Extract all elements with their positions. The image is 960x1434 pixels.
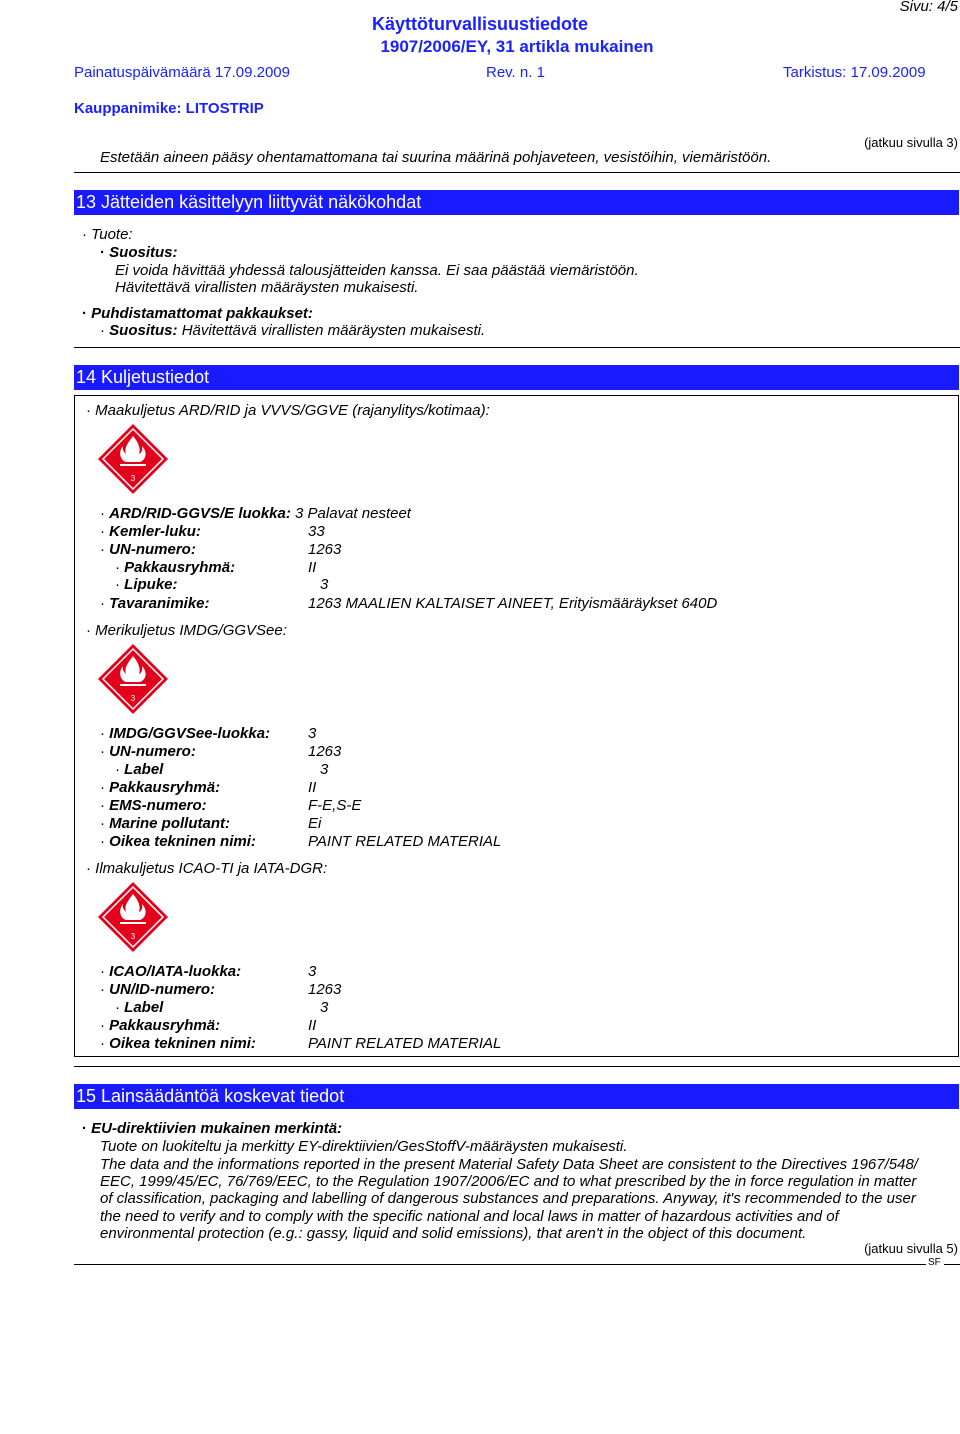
sea-name-label: Oikea tekninen nimi: [109,833,256,850]
land-pg-label: Pakkausryhmä: [124,559,236,576]
footer-language: SF [928,1257,941,1268]
air-label-value: 3 [320,999,329,1016]
air-pg-label: Pakkausryhmä: [109,1017,221,1034]
kemler-line: · Kemler-luku: [100,523,201,540]
land-un-line: · UN-numero: [100,541,196,558]
product-text-2: Hävitettävä virallisten määräysten mukaisesti. [115,279,419,296]
air-un-value: 1263 [308,981,342,998]
land-heading-line: · Maakuljetus ARD/RID ja VVVS/GGVE (rajanylitys/kotimaa): [86,402,490,419]
marine-pollutant-label: Marine pollutant: [109,815,230,832]
hazard-class-number: 3 [130,932,136,941]
product-label: Tuote: [91,226,133,243]
sea-name-value: PAINT RELATED MATERIAL [308,833,502,850]
kemler-label: Kemler-luku: [109,523,201,540]
air-name-value: PAINT RELATED MATERIAL [308,1035,502,1052]
land-name-label: Tavaranimike: [109,595,210,612]
section-14-title: 14 Kuljetustiedot [74,365,959,390]
sea-un-value: 1263 [308,743,342,760]
print-date: Painatuspäivämäärä 17.09.2009 [74,64,290,81]
sea-class-line: · IMDG/GGVSee-luokka: [100,725,271,742]
sea-label-label: Label [124,761,164,778]
paragraph-line: of classification, packaging and labelling of dangerous substances and preparations. Anyway, it's recommended to the user [100,1190,916,1207]
land-class-value: 3 Palavat nesteet [295,505,411,522]
land-name-value: 1263 MAALIEN KALTAISET AINEET, Erityismääräykset 640D [308,595,718,612]
section-15-title: 15 Lainsäädäntöä koskevat tiedot [74,1084,959,1109]
flammable-hazard-icon [96,642,170,716]
marine-pollutant-line: · Marine pollutant: [100,815,230,832]
air-name-label: Oikea tekninen nimi: [109,1035,256,1052]
recommendation-label: Suositus: [109,244,178,261]
packaging-rec-line: · Suositus: Hävitettävä virallisten määräysten mukaisesti. [100,322,486,339]
air-heading-line: · Ilmakuljetus ICAO-TI ja IATA-DGR: [86,860,328,877]
ems-value: F-E,S-E [308,797,362,814]
land-pg-value: II [308,559,317,576]
carry-over-text: Estetään aineen pääsy ohentamattomana tai suurina määrinä pohjaveteen, vesistöihin, viemäristöön. [100,149,772,166]
packaging-rec-text: Hävitettävä virallisten määräysten mukaisesti. [181,322,486,339]
land-un-label: UN-numero: [109,541,196,558]
check-date: Tarkistus: 17.09.2009 [783,64,926,81]
hazard-class-number: 3 [130,474,136,483]
marine-pollutant-value: Ei [308,815,322,832]
trade-name: Kauppanimike: LITOSTRIP [74,100,264,117]
land-heading: Maakuljetus ARD/RID ja VVVS/GGVE (rajanylitys/kotimaa): [95,402,490,419]
air-class-label: ICAO/IATA-luokka: [109,963,242,980]
packaging-line: · Puhdistamattomat pakkaukset: [82,305,313,322]
footer-rule-right [944,1264,960,1265]
eu-label-line: · EU-direktiivien mukainen merkintä: [82,1120,343,1137]
eu-label: EU-direktiivien mukainen merkintä: [91,1120,343,1137]
kemler-value: 33 [308,523,325,540]
sea-name-line: · Oikea tekninen nimi: [100,833,256,850]
air-pg-line: · Pakkausryhmä: [100,1017,221,1034]
product-label-line: · Tuote: [82,226,133,243]
flammable-hazard-icon [96,880,170,954]
paragraph-line: EEC, 1999/45/EC, 76/769/EEC, to the Regulation 1907/2006/EC and to what prescribed by the in force regulation in matter [100,1173,917,1190]
sea-pg-value: II [308,779,317,796]
divider [74,1066,960,1067]
sea-un-line: · UN-numero: [100,743,196,760]
air-un-line: · UN/ID-numero: [100,981,215,998]
land-class-label: ARD/RID-GGVS/E luokka: [109,505,291,522]
paragraph-line: environmental protection (e.g.: gassy, liquid and solid emissions), that aren't in the object of this document. [100,1225,807,1242]
flammable-hazard-icon [96,422,170,496]
air-label-line: · Label [115,999,164,1016]
section-13-title: 13 Jätteiden käsittelyyn liittyvät näkökohdat [74,190,959,215]
sea-un-label: UN-numero: [109,743,196,760]
paragraph-line: the need to verify and to comply with the specific national and local laws in matter of hazardous activities and of [100,1208,839,1225]
ems-line: · EMS-numero: [100,797,207,814]
packaging-rec-label: Suositus: [109,322,178,339]
divider [74,347,960,348]
recommendation-line: · Suositus: [100,244,178,261]
sea-heading: Merikuljetus IMDG/GGVSee: [95,622,287,639]
document-title: Käyttöturvallisuustiedote [371,14,589,34]
land-class-line: · ARD/RID-GGVS/E luokka: 3 Palavat nesteet [100,505,411,522]
page-number: Sivu: 4/5 [899,0,958,15]
eu-text: Tuote on luokiteltu ja merkitty EY-direktiivien/GesStoffV-määräysten mukaisesti. [100,1138,628,1155]
sea-class-value: 3 [308,725,317,742]
packaging-label: Puhdistamattomat pakkaukset: [91,305,313,322]
footer-rule-left [74,1264,926,1265]
sea-pg-line: · Pakkausryhmä: [100,779,221,796]
land-label-line: · Lipuke: [115,576,178,593]
land-pg-line: · Pakkausryhmä: [115,559,236,576]
land-un-value: 1263 [308,541,342,558]
air-class-value: 3 [308,963,317,980]
ems-label: EMS-numero: [109,797,207,814]
paragraph-line: The data and the informations reported in the present Material Safety Data Sheet are consistent to the Directives 1967/548/ [100,1156,918,1173]
land-label-value: 3 [320,576,329,593]
sea-label-line: · Label [115,761,164,778]
air-un-label: UN/ID-numero: [109,981,215,998]
document-subtitle: 1907/2006/EY, 31 artikla mukainen [380,37,654,56]
sea-pg-label: Pakkausryhmä: [109,779,221,796]
land-name-line: · Tavaranimike: [100,595,210,612]
revision: Rev. n. 1 [486,64,545,81]
air-class-line: · ICAO/IATA-luokka: [100,963,242,980]
land-label-label: Lipuke: [124,576,178,593]
continued-to: (jatkuu sivulla 5) [864,1241,958,1256]
air-label-label: Label [124,999,164,1016]
sea-class-label: IMDG/GGVSee-luokka: [109,725,271,742]
air-pg-value: II [308,1017,317,1034]
divider [74,172,960,173]
sea-heading-line: · Merikuljetus IMDG/GGVSee: [86,622,287,639]
hazard-class-number: 3 [130,694,136,703]
air-heading: Ilmakuljetus ICAO-TI ja IATA-DGR: [95,860,328,877]
continued-from: (jatkuu sivulla 3) [864,135,958,150]
sea-label-value: 3 [320,761,329,778]
air-name-line: · Oikea tekninen nimi: [100,1035,256,1052]
product-text-1: Ei voida hävittää yhdessä talousjätteiden kanssa. Ei saa päästää viemäristöön. [115,262,639,279]
